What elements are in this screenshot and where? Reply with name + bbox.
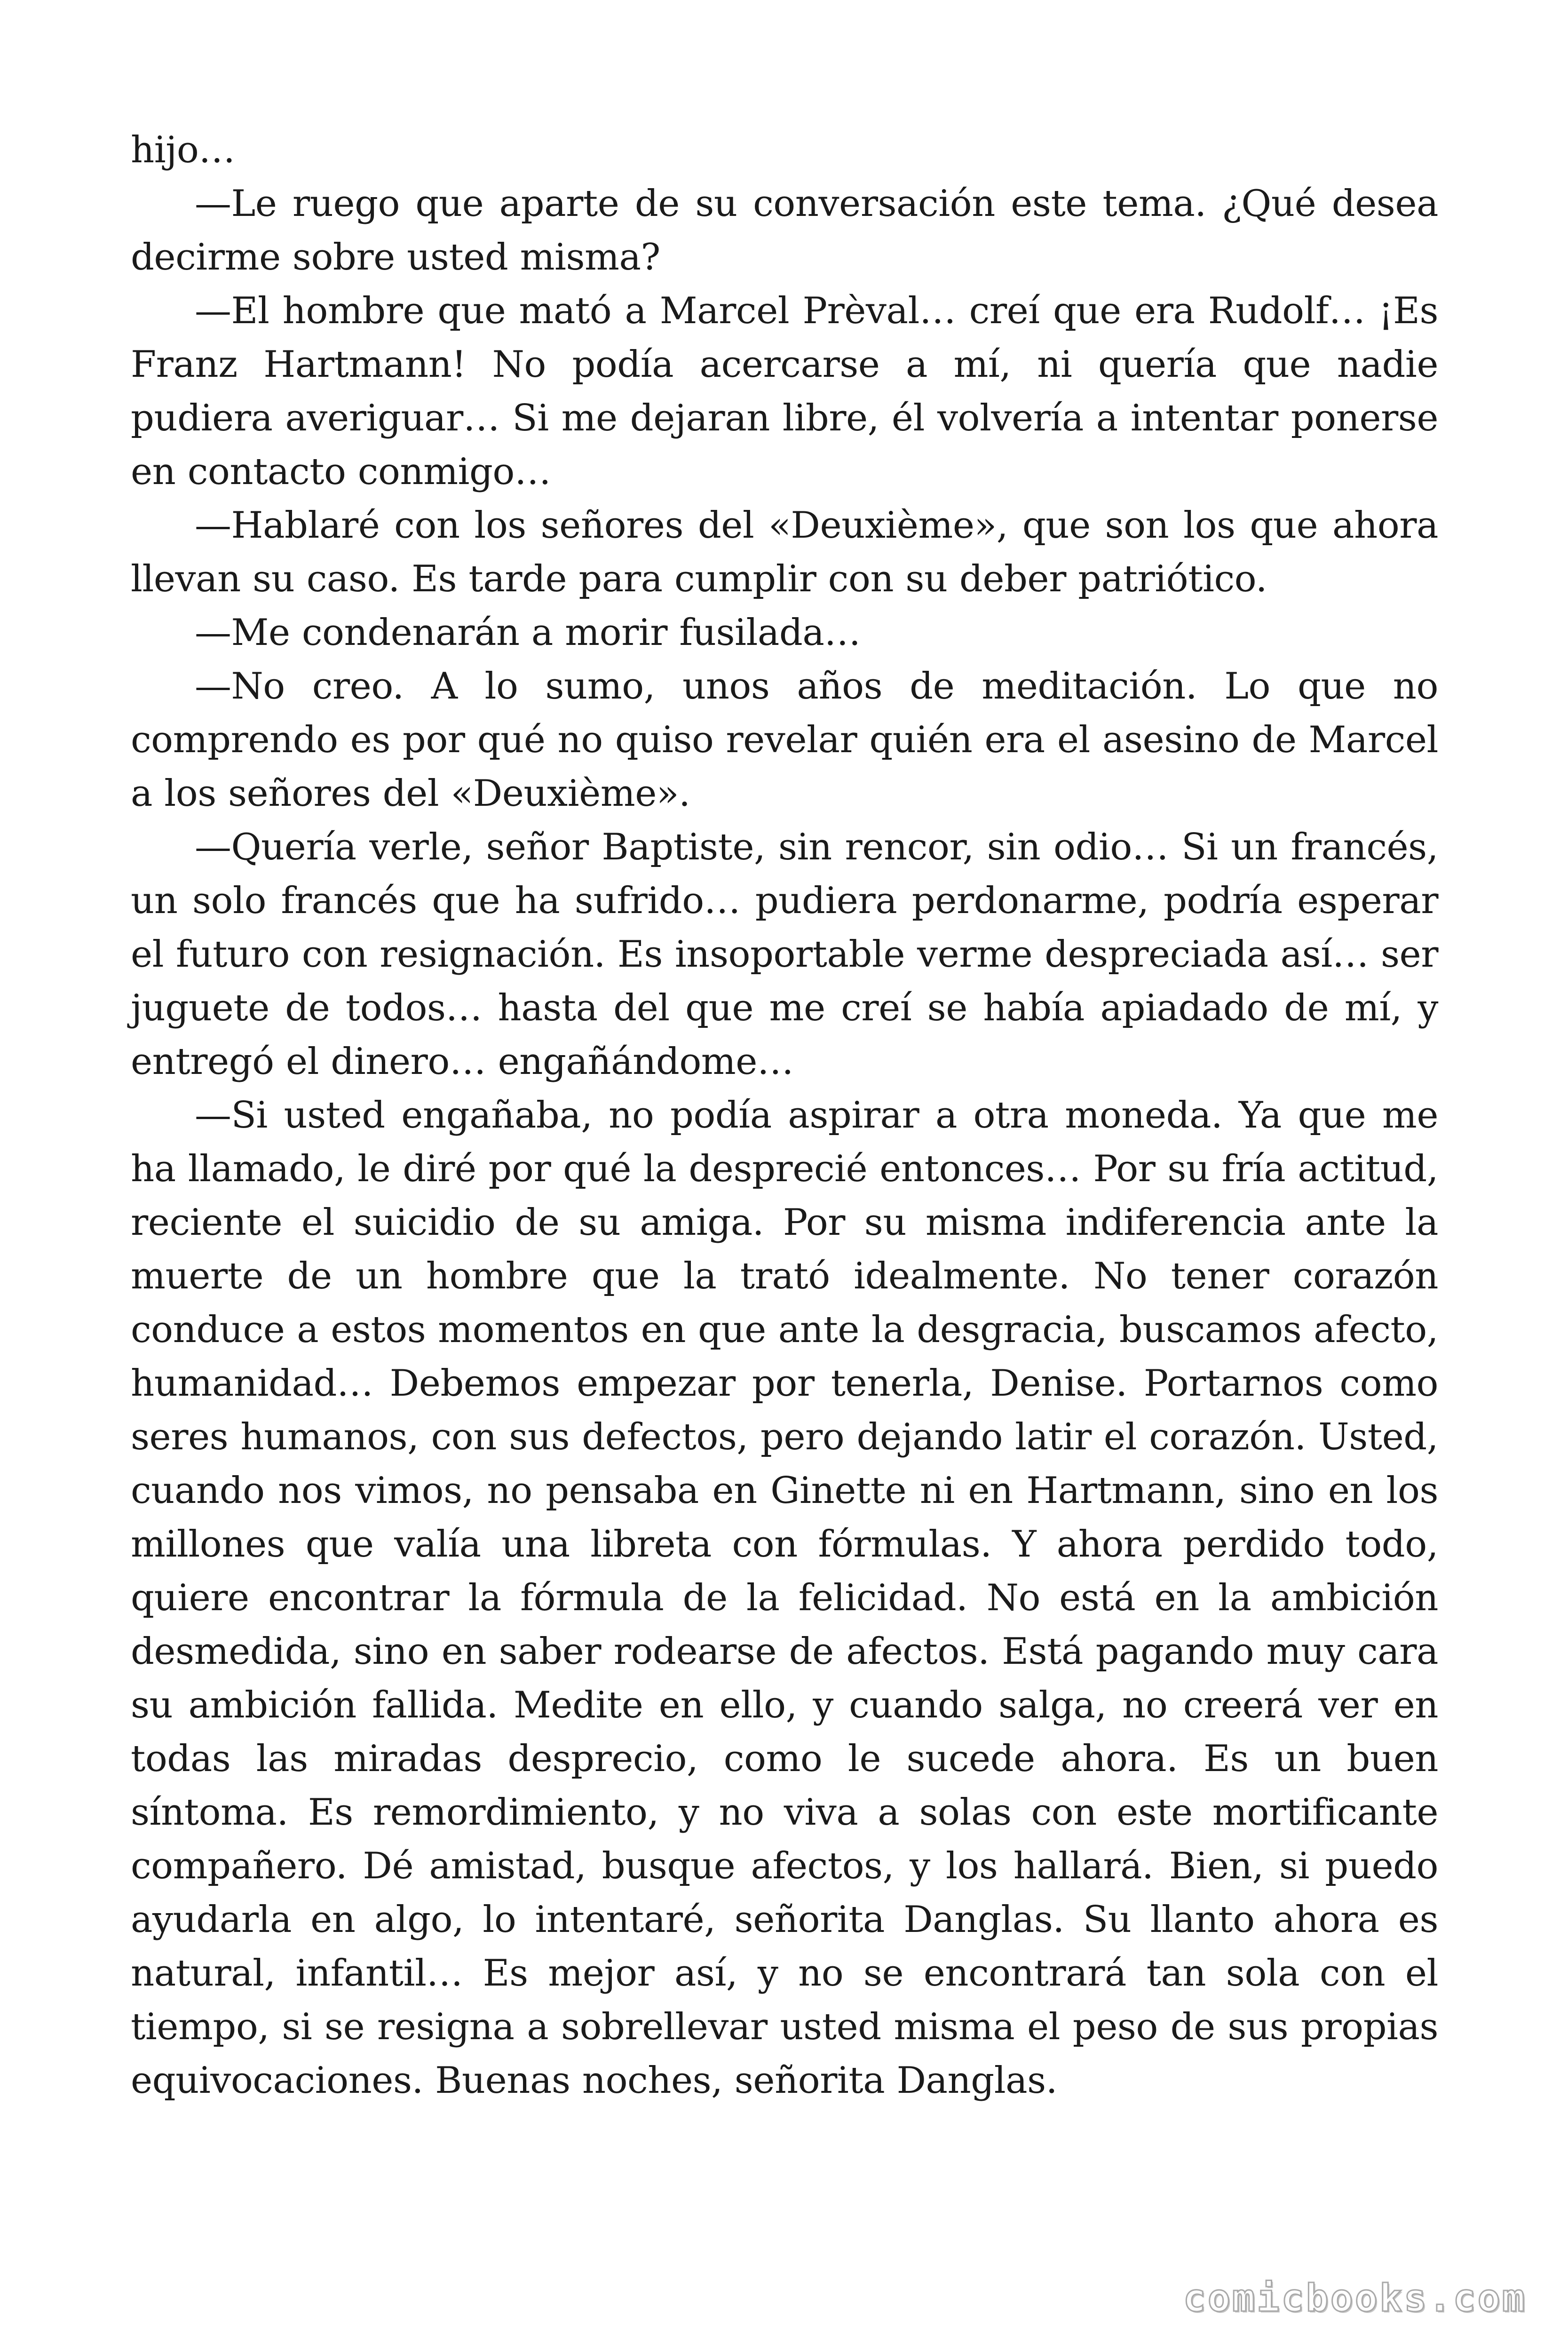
watermark: comicbooks.com <box>1183 2276 1527 2320</box>
paragraph-dialogue-1: —Le ruego que aparte de su conversación este tema. ¿Qué desea decirme sobre usted misma? <box>131 183 1438 278</box>
paragraph-dialogue-5: —No creo. A lo sumo, unos años de meditación. Lo que no comprendo es por qué no quiso revelar quién era el asesino de Marcel a los señores del «Deuxième». <box>131 665 1438 815</box>
paragraph-continuation: hijo… <box>131 129 235 171</box>
paragraph-dialogue-7: —Si usted engañaba, no podía aspirar a otra moneda. Ya que me ha llamado, le diré por qué la desprecié entonces… Por su fría actitud, reciente el suicidio de su amiga. Por su misma indiferencia ante la muerte de un hombre que la trató idealmente. No tener corazón conduce a estos momentos en que ante la desgracia, buscamos afecto, humanidad… Debemos empezar por tenerla, Denise. Portarnos como seres humanos, con sus defectos, pero dejando latir el corazón. Usted, cuando nos vimos, no pensaba en Ginette ni en Hartmann, sino en los millones que valía una libreta con fórmulas. Y ahora perdido todo, quiere encontrar la fórmula de la felicidad. No está en la ambición desmedida, sino en saber rodearse de afectos. Está pagando muy cara su ambición fallida. Medite en ello, y cuando salga, no creerá ver en todas las miradas desprecio, como le sucede ahora. Es un buen síntoma. Es remordimiento, y no viva a solas con este mortificante compañero. Dé amistad, busque afectos, y los hallará. Bien, si puedo ayudarla en algo, lo intentaré, señorita Danglas. Su llanto ahora es natural, infantil… Es mejor así, y no se encontrará tan sola con el tiempo, si se resigna a sobrellevar usted misma el peso de sus propias equivocaciones. Buenas noches, señorita Danglas. <box>131 1094 1438 2102</box>
paragraph-dialogue-6: —Quería verle, señor Baptiste, sin rencor, sin odio… Si un francés, un solo francés que ha sufrido… pudiera perdonarme, podría esperar el futuro con resignación. Es insoportable verme despreciada así… ser juguete de todos… hasta del que me creí se había apiadado de mí, y entregó el dinero… engañándome… <box>131 826 1438 1083</box>
page-text <box>131 123 1438 2107</box>
paragraph-dialogue-2: —El hombre que mató a Marcel Prèval… creí que era Rudolf… ¡Es Franz Hartmann! No podía acercarse a mí, ni quería que nadie pudiera averiguar… Si me dejaran libre, él volvería a intentar ponerse en contacto conmigo… <box>131 290 1438 493</box>
paragraph-dialogue-3: —Hablaré con los señores del «Deuxième», que son los que ahora llevan su caso. Es tarde para cumplir con su deber patriótico. <box>131 504 1438 600</box>
paragraph-dialogue-4: —Me condenarán a morir fusilada… <box>195 612 861 654</box>
